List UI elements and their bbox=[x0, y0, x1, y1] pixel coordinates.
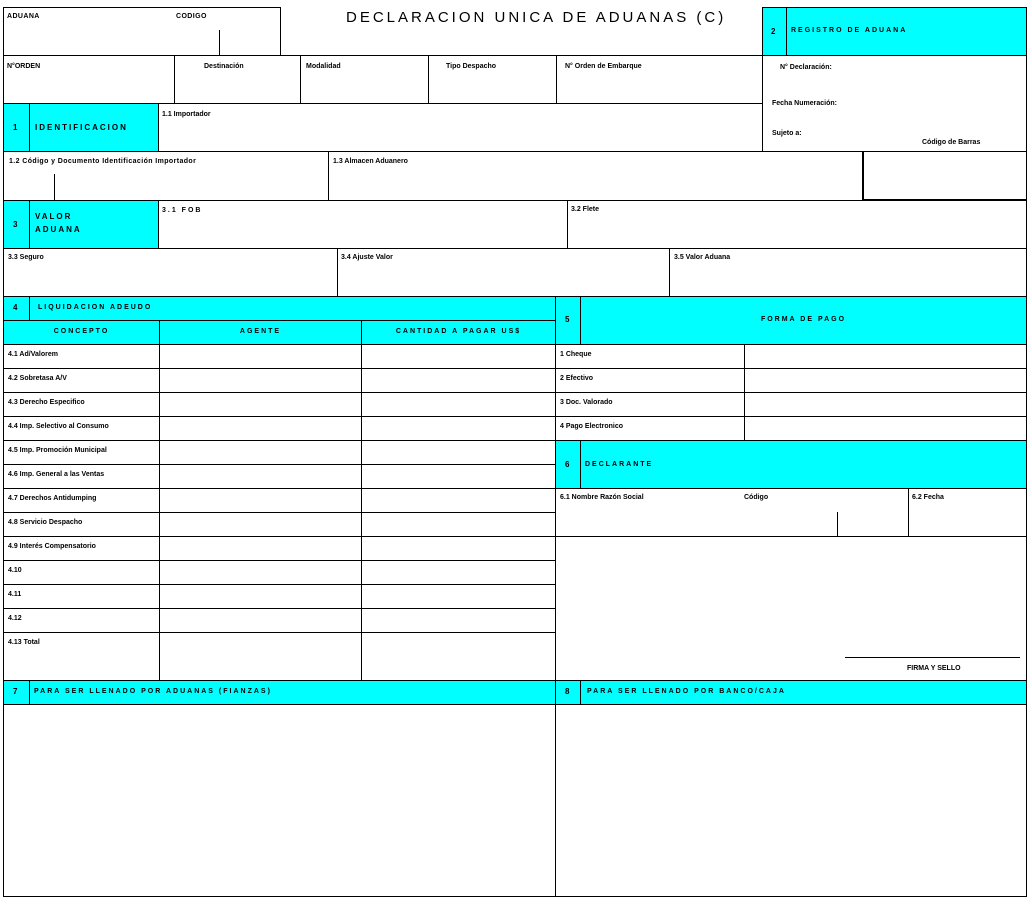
seguro-cell bbox=[3, 248, 338, 297]
liquidacion-divider bbox=[29, 296, 30, 321]
seguro-label: 3.3 Seguro bbox=[8, 254, 44, 261]
liq-cantidad-cell bbox=[361, 608, 556, 633]
liq-agente-cell bbox=[159, 392, 362, 417]
liq-concepto-cell bbox=[3, 608, 160, 633]
modalidad-label: Modalidad bbox=[306, 63, 341, 70]
banco-divider bbox=[580, 680, 581, 705]
pago-item-label: 4 Pago Electronico bbox=[560, 423, 624, 430]
declarante-label: DECLARANTE bbox=[585, 461, 654, 468]
codigo-barras-label: Código de Barras bbox=[922, 139, 981, 146]
liq-item-label: 4.2 Sobretasa A/V bbox=[8, 375, 67, 382]
liq-item-label: 4.3 Derecho Especifico bbox=[8, 399, 85, 406]
pago-value-cell bbox=[744, 344, 1027, 369]
col-cantidad-label: CANTIDAD A PAGAR US$ bbox=[395, 328, 522, 335]
banco-num: 8 bbox=[565, 687, 570, 696]
pago-item-label: 2 Efectivo bbox=[560, 375, 594, 382]
flete-label: 3.2 Flete bbox=[571, 206, 600, 213]
fecha-numeracion-label: Fecha Numeración: bbox=[772, 100, 837, 107]
codigo-divider bbox=[219, 30, 220, 56]
liquidacion-label: LIQUIDACION ADEUDO bbox=[38, 304, 153, 311]
barcode-cell bbox=[862, 151, 1027, 200]
liq-cantidad-cell bbox=[361, 488, 556, 513]
col-agente-label: AGENTE bbox=[239, 328, 282, 335]
aduanas-divider bbox=[29, 680, 30, 705]
valor-divider bbox=[29, 200, 30, 249]
nombre-label: 6.1 Nombre Razón Social bbox=[560, 494, 644, 501]
liq-agente-cell bbox=[159, 608, 362, 633]
liq-agente-cell bbox=[159, 464, 362, 489]
liq-agente-cell bbox=[159, 344, 362, 369]
registro-label: REGISTRO DE ADUANA bbox=[791, 27, 908, 34]
fecha-label: 6.2 Fecha bbox=[912, 494, 944, 501]
fob-cell bbox=[158, 200, 568, 249]
codigo-doc-label: 1.2 Código y Documento Identificación Importador bbox=[9, 158, 197, 165]
liq-agente-cell bbox=[159, 440, 362, 465]
liq-item-label: 4.7 Derechos Antidumping bbox=[8, 495, 97, 502]
importador-label: 1.1 Importador bbox=[162, 111, 211, 118]
codigo-label: CODIGO bbox=[176, 13, 207, 20]
forma-pago-label: FORMA DE PAGO bbox=[760, 316, 847, 323]
page-title: DECLARACION UNICA DE ADUANAS (C) bbox=[346, 9, 727, 26]
aduanas-body bbox=[3, 704, 556, 897]
tipo-despacho-label: Tipo Despacho bbox=[446, 63, 497, 70]
codigo-doc-divider bbox=[54, 174, 55, 201]
aduana-label: ADUANA bbox=[7, 13, 40, 20]
declarante-codigo-label: Código bbox=[744, 494, 769, 501]
forma-pago-num: 5 bbox=[565, 315, 570, 324]
importador-cell bbox=[158, 103, 763, 152]
almacen-cell bbox=[328, 151, 864, 201]
liq-cantidad-cell bbox=[361, 392, 556, 417]
liq-item-label: 4.1 Ad/Valorem bbox=[8, 351, 58, 358]
liq-item-label: 4.12 bbox=[8, 615, 22, 622]
col-concepto-label: CONCEPTO bbox=[53, 328, 110, 335]
sujeto-label: Sujeto a: bbox=[772, 130, 802, 137]
ajuste-label: 3.4 Ajuste Valor bbox=[341, 254, 393, 261]
fob-label: 3.1 FOB bbox=[162, 207, 203, 214]
almacen-label: 1.3 Almacen Aduanero bbox=[333, 158, 408, 165]
aduanas-label: PARA SER LLENADO POR ADUANAS (FIANZAS) bbox=[34, 688, 272, 695]
liq-item-label: 4.13 Total bbox=[8, 639, 40, 646]
flete-cell bbox=[567, 200, 1027, 249]
banco-body bbox=[555, 704, 1027, 897]
liq-agente-cell bbox=[159, 632, 362, 681]
liq-item-label: 4.4 Imp. Selectivo al Consumo bbox=[8, 423, 109, 430]
registro-num: 2 bbox=[771, 27, 776, 36]
declarante-codigo-divider bbox=[837, 512, 838, 537]
orden-label: N°ORDEN bbox=[7, 63, 41, 70]
liq-agente-cell bbox=[159, 488, 362, 513]
firma-cell bbox=[555, 536, 1027, 681]
pago-value-cell bbox=[744, 392, 1027, 417]
aduana-box bbox=[3, 7, 281, 56]
liq-agente-cell bbox=[159, 560, 362, 585]
liq-agente-cell bbox=[159, 416, 362, 441]
valor-label-1: VALOR bbox=[35, 212, 73, 221]
pago-item-label: 3 Doc. Valorado bbox=[560, 399, 613, 406]
destinacion-label: Destinación bbox=[204, 63, 244, 70]
banco-label: PARA SER LLENADO POR BANCO/CAJA bbox=[587, 688, 786, 695]
liq-agente-cell bbox=[159, 512, 362, 537]
pago-value-cell bbox=[744, 416, 1027, 441]
liq-cantidad-cell bbox=[361, 536, 556, 561]
orden-embarque-label: N° Orden de Embarque bbox=[565, 63, 642, 70]
liq-cantidad-cell bbox=[361, 464, 556, 489]
declarante-divider bbox=[580, 440, 581, 489]
liq-item-label: 4.6 Imp. General a las Ventas bbox=[8, 471, 105, 478]
liquidacion-num: 4 bbox=[13, 303, 18, 312]
liq-concepto-cell bbox=[3, 560, 160, 585]
liq-cantidad-cell bbox=[361, 512, 556, 537]
liq-agente-cell bbox=[159, 368, 362, 393]
identificacion-num: 1 bbox=[13, 123, 18, 132]
pago-value-cell bbox=[744, 368, 1027, 393]
liq-item-label: 4.10 bbox=[8, 567, 22, 574]
liq-cantidad-cell bbox=[361, 440, 556, 465]
pago-item-label: 1 Cheque bbox=[560, 351, 592, 358]
liq-agente-cell bbox=[159, 584, 362, 609]
declarante-num: 6 bbox=[565, 460, 570, 469]
liq-cantidad-cell bbox=[361, 368, 556, 393]
liq-cantidad-cell bbox=[361, 344, 556, 369]
valor-aduana-label: 3.5 Valor Aduana bbox=[674, 254, 731, 261]
valor-label-2: ADUANA bbox=[35, 225, 82, 234]
liq-cantidad-cell bbox=[361, 560, 556, 585]
liq-item-label: 4.5 Imp. Promoción Municipal bbox=[8, 447, 107, 454]
liq-cantidad-cell bbox=[361, 632, 556, 681]
num-declaracion-label: N° Declaración: bbox=[780, 64, 832, 71]
liq-item-label: 4.9 Interés Compensatorio bbox=[8, 543, 96, 550]
liq-cantidad-cell bbox=[361, 584, 556, 609]
firma-label: FIRMA Y SELLO bbox=[907, 665, 961, 672]
liq-concepto-cell bbox=[3, 584, 160, 609]
identificacion-label: IDENTIFICACION bbox=[35, 123, 128, 132]
liq-agente-cell bbox=[159, 536, 362, 561]
aduanas-num: 7 bbox=[13, 687, 18, 696]
registro-divider bbox=[786, 7, 787, 56]
valor-num: 3 bbox=[13, 220, 18, 229]
liq-item-label: 4.8 Servicio Despacho bbox=[8, 519, 83, 526]
firma-line bbox=[845, 657, 1020, 658]
liq-cantidad-cell bbox=[361, 416, 556, 441]
liq-item-label: 4.11 bbox=[8, 591, 22, 598]
identificacion-divider bbox=[29, 103, 30, 152]
